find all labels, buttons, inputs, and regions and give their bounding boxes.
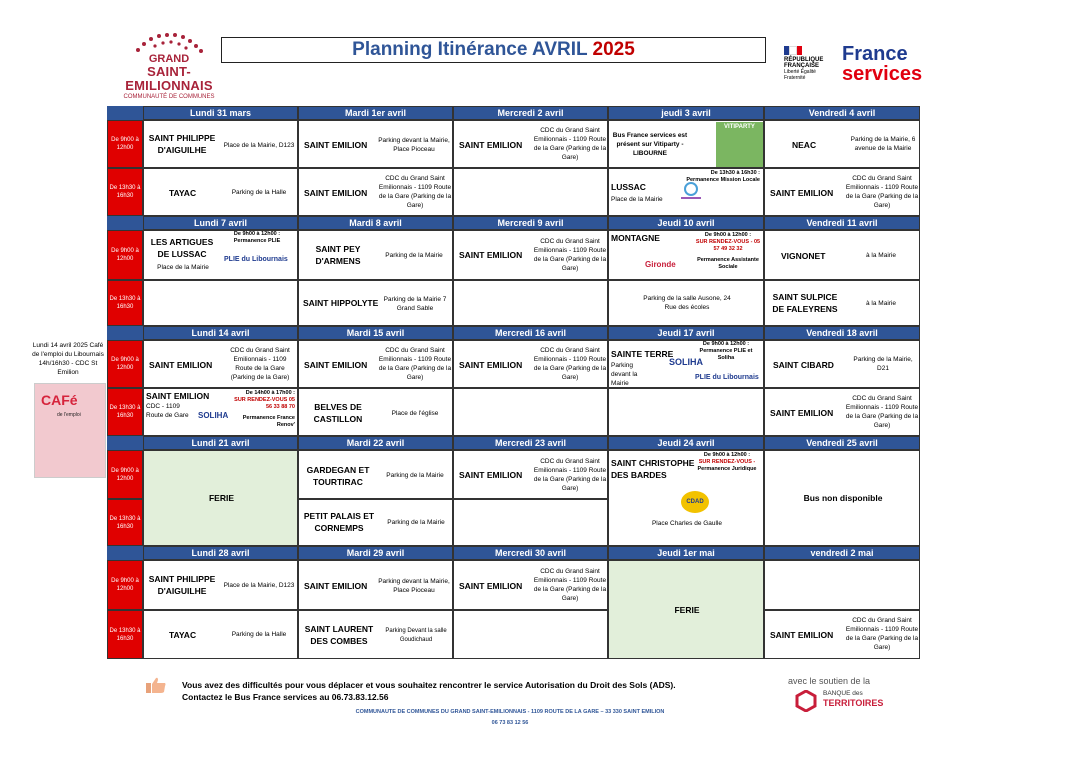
slot-morning: De 9h00 à 12h00: [107, 230, 143, 280]
address: CDC du Grand Saint Emilionnais - 1109 Route de la Gare (Parking de la Gare): [533, 238, 607, 272]
day-header: Vendredi 18 avril: [764, 326, 920, 340]
cell-w2-fri-am: [764, 230, 920, 280]
day-header: Vendredi 4 avril: [764, 106, 920, 120]
address: Parking devant la Mairie, Place Pioceau: [378, 578, 450, 594]
day-header: Mardi 8 avril: [298, 216, 453, 230]
logo-line2: SAINT-EMILIONNAIS: [125, 64, 213, 93]
slot-afternoon: De 13h30 à 16h30: [107, 168, 143, 216]
cell-w4-wed-pm: [453, 499, 608, 546]
permanence-note-type: Permanence Assistante Sociale: [697, 257, 759, 270]
header-blank: [107, 436, 143, 450]
cell-w5-mon-pm: [143, 610, 298, 659]
city: SAINT PEY D'ARMENS: [315, 244, 361, 266]
cell-w2-tue-pm: [298, 280, 453, 326]
city: VIGNONET: [781, 251, 826, 261]
city: SAINT EMILION: [770, 408, 834, 418]
city: LUSSAC: [611, 182, 646, 192]
permanence-note-rdv: SUR RENDEZ-VOUS - 05 57 49 32 32: [695, 239, 761, 252]
address: Parking de la Mairie: [385, 252, 443, 259]
plie-logo: PLIE du Libournais: [224, 256, 288, 263]
cell-w3-thu-pm: [608, 388, 764, 436]
cell-w3-fri-am: [764, 340, 920, 388]
header-blank: [107, 106, 143, 120]
poster-title: CAFé: [41, 392, 78, 408]
cafe-emploi-note: Lundi 14 avril 2025 Café de l'emploi du Libournais 14h/16h30 - CDC St Emilion: [32, 342, 104, 376]
city: SAINTE TERRE: [611, 349, 674, 359]
cell-w5-wed-am: [453, 560, 608, 610]
address: Parking devant la Mairie, Place Pioceau: [378, 137, 450, 153]
cell-w3-fri-pm: [764, 388, 920, 436]
address: Parking Devant la salle Goudichaud: [385, 628, 447, 643]
permanence-note-time: De 14h00 à 17h00 :: [245, 390, 295, 396]
cell-w5-fri-am: [764, 560, 920, 610]
permanence-note-time: De 9h00 à 12h00 :: [704, 232, 752, 238]
gironde-logo: Gironde: [645, 260, 676, 269]
address: Place de la Mairie: [611, 196, 663, 203]
address: CDC du Grand Saint Emilionnais - 1109 Route de la Gare (Parking de la Gare): [378, 175, 452, 209]
day-header: Lundi 7 avril: [143, 216, 298, 230]
city: SAINT EMILION: [459, 470, 523, 480]
logo-line3: COMMUNAUTÉ DE COMMUNES: [123, 94, 215, 100]
city: TAYAC: [169, 188, 197, 198]
cell-w4-wed-am: [453, 450, 608, 499]
address: CDC - 1109 Route de Gare: [146, 403, 189, 419]
day-header: Mardi 22 avril: [298, 436, 453, 450]
day-header: Lundi 28 avril: [143, 546, 298, 560]
france-services-logo: [842, 44, 922, 84]
slot-afternoon: De 13h30 à 16h30: [107, 388, 143, 436]
logo-arc-icon: [104, 32, 234, 54]
plie-logo: PLIE du Libournais: [695, 374, 759, 381]
address: CDC du Grand Saint Emilionnais - 1109 Route de la Gare (Parking de la Gare): [230, 347, 290, 381]
logo-dots: [104, 32, 234, 54]
cell-w1-mon-am: [143, 120, 298, 168]
cell-w4-thu: [608, 450, 764, 546]
cell-w1-wed-pm: [453, 168, 608, 216]
day-header: Mardi 1er avril: [298, 106, 453, 120]
address: à la Mairie: [866, 252, 896, 259]
address: Place de l'église: [391, 410, 439, 417]
city: SAINT HIPPOLYTE: [303, 298, 379, 308]
footer-phone: 06 73 83 12 56: [491, 720, 529, 726]
day-header: Lundi 21 avril: [143, 436, 298, 450]
address: Place de la Mairie, D123: [223, 582, 295, 589]
fs-line2: services: [842, 63, 923, 85]
address: à la Mairie: [866, 300, 896, 307]
address: CDC du Grand Saint Emilionnais - 1109 Route de la Gare (Parking de la Gare): [533, 127, 607, 161]
vitiparty-logo: [716, 122, 763, 167]
ferie-label: FERIE: [674, 605, 700, 615]
city: SAINT EMILION: [459, 140, 523, 150]
permanence-note-type: Permanence France Renov': [242, 415, 295, 428]
day-header: Lundi 14 avril: [143, 326, 298, 340]
cell-w1-mon-pm: [143, 168, 298, 216]
day-header: Lundi 31 mars: [143, 106, 298, 120]
cell-w4-tue-am: [298, 450, 453, 499]
cell-w1-tue-am: [298, 120, 453, 168]
event-text: Bus France services est présent sur Vitiparty - LIBOURNE: [612, 132, 688, 157]
address: CDC du Grand Saint Emilionnais - 1109 Route de la Gare (Parking de la Gare): [845, 395, 919, 429]
permanence-note: De 9h00 à 12h00 : Permanence PLIE et Soliha: [699, 341, 753, 361]
city: SAINT PHILIPPE D'AIGUILHE: [148, 133, 216, 155]
vitiparty-logo-text: VITIPARTY: [724, 124, 755, 130]
footer-message-line2: Contactez le Bus France services au 06.73.83.12.56: [182, 692, 389, 702]
republique-francaise-logo: [784, 46, 830, 81]
address: Parking de la Halle: [231, 631, 287, 638]
permanence-note-type: Permanence Juridique: [697, 466, 757, 472]
city: SAINT EMILION: [149, 360, 213, 370]
cell-w5-tue-pm: [298, 610, 453, 659]
day-header: Jeudi 1er mai: [608, 546, 764, 560]
bdt-line2: TERRITOIRES: [823, 698, 884, 708]
city: SAINT EMILION: [770, 630, 834, 640]
address: Parking devant la Mairie: [611, 362, 638, 387]
day-header: vendredi 2 mai: [764, 546, 920, 560]
cafe-emploi-poster: [34, 383, 106, 478]
city: SAINT EMILION: [146, 391, 210, 401]
address: CDC du Grand Saint Emilionnais - 1109 Route de la Gare (Parking de la Gare): [378, 347, 452, 381]
sponsor-label: avec le soutien de la: [788, 676, 871, 686]
city: SAINT EMILION: [304, 140, 368, 150]
cell-w5-tue-am: [298, 560, 453, 610]
mission-locale-logo: [677, 181, 705, 203]
day-header: Mercredi 23 avril: [453, 436, 608, 450]
permanence-note-rdv: SUR RENDEZ-VOUS -: [698, 459, 756, 465]
city: MONTAGNE: [611, 233, 660, 243]
city: GARDEGAN ET TOURTIRAC: [306, 465, 370, 487]
address: Parking de la Mairie: [387, 519, 445, 526]
permanence-note: De 13h30 à 16h30 : Permanence Mission Locale: [686, 170, 760, 183]
unavailable-label: Bus non disponible: [803, 493, 883, 503]
city: LES ARTIGUES DE LUSSAC: [150, 237, 214, 259]
planning-grid: [107, 106, 920, 659]
bdt-line1: BANQUE des: [823, 690, 863, 697]
cell-w1-thu-pm: [608, 168, 764, 216]
day-header: Jeudi 24 avril: [608, 436, 764, 450]
header-blank: [107, 216, 143, 230]
address: CDC du Grand Saint Emilionnais - 1109 Route de la Gare (Parking de la Gare): [845, 617, 919, 651]
address: CDC du Grand Saint Emilionnais - 1109 Route de la Gare (Parking de la Gare): [533, 347, 607, 381]
address: Parking de la salle Ausone, 24 Rue des écoles: [643, 295, 731, 311]
cell-w2-thu-pm: [608, 280, 764, 326]
city: TAYAC: [169, 630, 197, 640]
cell-w3-mon-am: [143, 340, 298, 388]
cell-w2-wed-am: [453, 230, 608, 280]
address: Parking de la Mairie: [386, 472, 444, 479]
address: CDC du Grand Saint Emilionnais - 1109 Route de la Gare (Parking de la Gare): [533, 458, 607, 492]
city: SAINT LAURENT DES COMBES: [304, 624, 374, 646]
day-header: Mercredi 2 avril: [453, 106, 608, 120]
day-header: Mercredi 30 avril: [453, 546, 608, 560]
cell-w3-mon-pm: [143, 388, 298, 436]
city: SAINT CIBARD: [773, 360, 834, 370]
cell-w2-tue-am: [298, 230, 453, 280]
address: Parking de la Mairie, 6 avenue de la Mairie: [850, 136, 916, 152]
permanence-note: De 9h00 à 12h00 : Permanence PLIE: [233, 231, 281, 244]
day-header: Mardi 15 avril: [298, 326, 453, 340]
cell-w4-fri: [764, 450, 920, 546]
cell-w4-mon-ferie: [143, 450, 298, 546]
address: Parking de la Mairie 7 Grand Sable: [383, 296, 447, 312]
cell-w5-fri-pm: [764, 610, 920, 659]
city: SAINT EMILION: [459, 360, 523, 370]
cell-w3-thu-am: [608, 340, 764, 388]
cell-w4-tue-pm: [298, 499, 453, 546]
city: SAINT CHRISTOPHE DES BARDES: [611, 458, 695, 480]
cell-w2-wed-pm: [453, 280, 608, 326]
cell-w1-tue-pm: [298, 168, 453, 216]
cell-w1-thu-am: [608, 120, 764, 168]
slot-morning: De 9h00 à 12h00: [107, 560, 143, 610]
city: SAINT EMILION: [304, 188, 368, 198]
ferie-label: FERIE: [208, 493, 235, 503]
soliha-logo: SOLIHA: [198, 411, 229, 420]
day-header: Vendredi 11 avril: [764, 216, 920, 230]
slot-afternoon: De 13h30 à 16h30: [107, 280, 143, 326]
rf-line1: RÉPUBLIQUE: [784, 57, 824, 63]
day-header: Jeudi 17 avril: [608, 326, 764, 340]
cell-w3-wed-pm: [453, 388, 608, 436]
grand-saint-emilionnais-logo: [104, 32, 234, 98]
day-header: jeudi 3 avril: [608, 106, 764, 120]
french-flag-icon: [784, 46, 802, 55]
address: Parking de la Mairie, D21: [853, 356, 913, 372]
cell-w2-mon-am: [143, 230, 298, 280]
address: Parking de la Halle: [231, 189, 287, 196]
day-header: Mercredi 9 avril: [453, 216, 608, 230]
soliha-logo: SOLIHA: [669, 357, 704, 367]
title-year: 2025: [592, 39, 635, 60]
fs-line1: France: [842, 43, 908, 65]
address: CDC du Grand Saint Emilionnais - 1109 Route de la Gare (Parking de la Gare): [845, 175, 919, 209]
poster-subtitle: de l'emploi: [57, 412, 81, 418]
city: SAINT EMILION: [459, 581, 523, 591]
cell-w3-wed-am: [453, 340, 608, 388]
footer-address: COMMUNAUTE DE COMMUNES DU GRAND SAINT-EMILIONNAIS - 1109 ROUTE DE LA GARE – 33 330 SAINT EMILION: [355, 709, 665, 715]
city: SAINT SULPICE DE FALEYRENS: [772, 292, 838, 314]
cell-w1-fri-pm: [764, 168, 920, 216]
day-header: Mardi 29 avril: [298, 546, 453, 560]
address: Place de la Mairie, D123: [223, 142, 295, 149]
city: PETIT PALAIS ET CORNEMPS: [303, 511, 375, 533]
address: Place de la Mairie: [157, 264, 209, 271]
day-header: Mercredi 16 avril: [453, 326, 608, 340]
cell-w2-thu-am: [608, 230, 764, 280]
day-header: Vendredi 25 avril: [764, 436, 920, 450]
logo-line1: GRAND: [148, 53, 190, 65]
bdt-hexagon-icon: [795, 690, 817, 712]
title-main: Planning Itinérance AVRIL: [352, 39, 588, 60]
banque-des-territoires-logo: [795, 690, 915, 712]
cell-w5-thu-ferie: [608, 560, 764, 659]
rf-line2: FRANÇAISE: [784, 63, 820, 69]
cell-w1-wed-am: [453, 120, 608, 168]
cell-w3-tue-am: [298, 340, 453, 388]
cell-w5-mon-am: [143, 560, 298, 610]
city: SAINT PHILIPPE D'AIGUILHE: [148, 574, 216, 596]
slot-afternoon: De 13h30 à 16h30: [107, 499, 143, 546]
header-blank: [107, 326, 143, 340]
cell-w5-wed-pm: [453, 610, 608, 659]
cell-w2-fri-pm: [764, 280, 920, 326]
cell-w1-fri-am: [764, 120, 920, 168]
slot-morning: De 9h00 à 12h00: [107, 120, 143, 168]
cdad-logo: CDAD: [681, 491, 709, 513]
thumbs-up-icon: [145, 676, 167, 694]
page-title: [221, 37, 766, 63]
address: CDC du Grand Saint Emilionnais - 1109 Route de la Gare (Parking de la Gare): [533, 568, 607, 602]
rf-motto: Liberté Égalité Fraternité: [784, 69, 816, 81]
city: BELVES DE CASTILLON: [313, 402, 363, 424]
city: NEAC: [792, 140, 817, 150]
footer-message-line1: Vous avez des difficultés pour vous déplacer et vous souhaitez rencontrer le service Autorisation du Droit des Sols (ADS).: [182, 680, 676, 690]
slot-morning: De 9h00 à 12h00: [107, 450, 143, 499]
permanence-note-rdv: SUR RENDEZ-VOUS 05 56 33 88 70: [234, 397, 295, 410]
city: SAINT EMILION: [304, 360, 368, 370]
city: SAINT EMILION: [770, 188, 834, 198]
day-header: Jeudi 10 avril: [608, 216, 764, 230]
header-blank: [107, 546, 143, 560]
address: Place Charles de Gaulle: [651, 520, 723, 527]
slot-morning: De 9h00 à 12h00: [107, 340, 143, 388]
cell-w2-mon-pm: [143, 280, 298, 326]
footer-message: [182, 679, 676, 703]
permanence-note-time: De 9h00 à 12h00 :: [703, 452, 751, 458]
cell-w3-tue-pm: [298, 388, 453, 436]
city: SAINT EMILION: [304, 581, 368, 591]
city: SAINT EMILION: [459, 250, 523, 260]
slot-afternoon: De 13h30 à 16h30: [107, 610, 143, 659]
